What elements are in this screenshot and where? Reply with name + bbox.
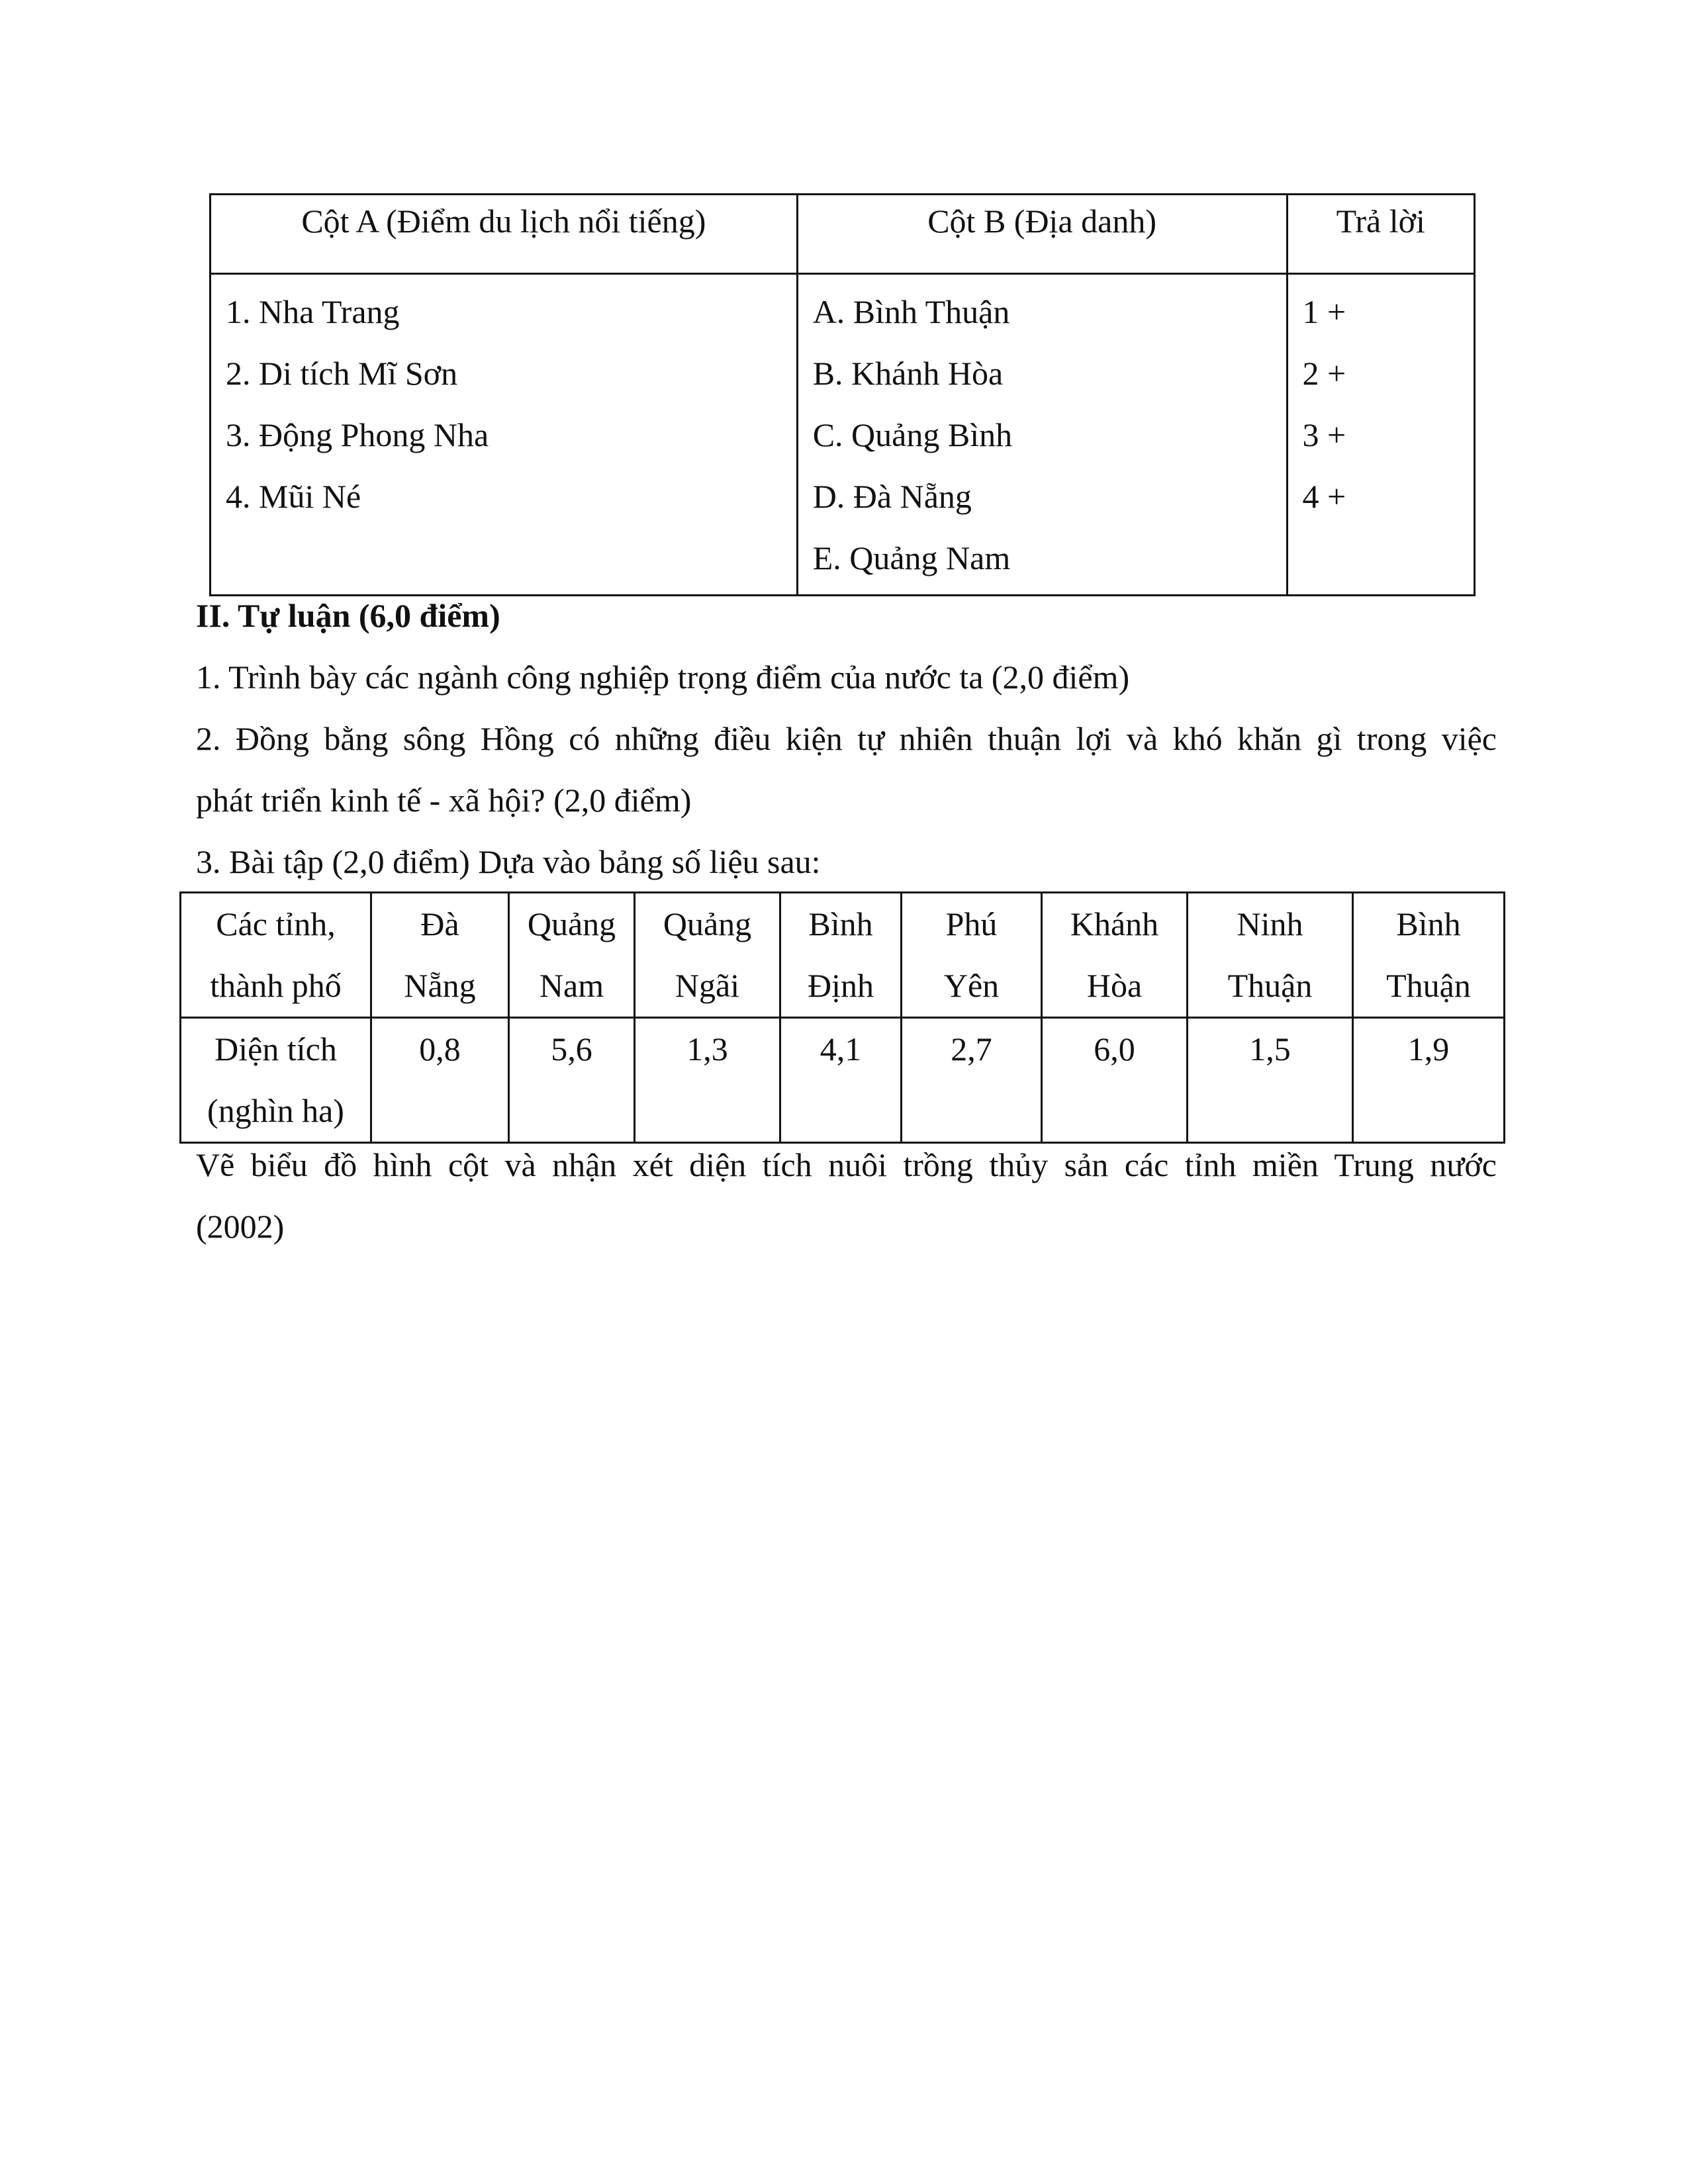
area-number: 1,9 [1407, 1030, 1450, 1068]
header-col-b: Cột B (Địa danh) [797, 195, 1287, 274]
province-cell [371, 893, 509, 1018]
province-name: Ngãi [675, 967, 740, 1004]
province-cell [1042, 893, 1188, 1018]
province-name: Thuận [1227, 967, 1313, 1004]
col-a-item: 4. Mũi Né [226, 478, 361, 515]
area-value [635, 1018, 780, 1143]
section-heading: II. Tự luận (6,0 điểm) [196, 597, 500, 634]
col-b-item: E. Quảng Nam [812, 539, 1011, 576]
answer-item: 4 + [1302, 478, 1346, 515]
col-b-item: A. Bình Thuận [812, 293, 1010, 330]
col-b-cell [797, 274, 1287, 596]
data-table-area-row [181, 1018, 1505, 1143]
instruction-line-1: Vẽ biểu đồ hình cột và nhận xét diện tích nuôi trồng thủy sản các tỉnh miền Trung nước [196, 1146, 1497, 1183]
province-cell [780, 893, 902, 1018]
area-number: 4,1 [820, 1030, 862, 1068]
chart-instruction [196, 1134, 1497, 1257]
row-header-area [181, 1018, 371, 1143]
answer-cell [1287, 274, 1474, 596]
province-name: Quảng [527, 905, 616, 942]
province-name: Khánh [1070, 905, 1159, 942]
question-2-line-2: phát triển kinh tế - xã hội? (2,0 điểm) [196, 782, 692, 819]
area-value [1353, 1018, 1505, 1143]
data-table-province-row [181, 893, 1505, 1018]
province-name: Định [808, 967, 874, 1004]
area-number: 5,6 [551, 1030, 592, 1068]
matching-table-header-row [211, 195, 1475, 274]
area-number: 1,3 [686, 1030, 728, 1068]
instruction-line-2: (2002) [196, 1208, 285, 1245]
area-number: 1,5 [1249, 1030, 1291, 1068]
province-name: Bình [1396, 905, 1461, 942]
province-name: Quảng [663, 905, 752, 942]
province-name: Thuận [1386, 967, 1471, 1004]
matching-table [209, 193, 1476, 596]
question-3: 3. Bài tập (2,0 điểm) Dựa vào bảng số liệu sau: [196, 843, 821, 880]
province-name: Phú [945, 905, 998, 942]
area-value [371, 1018, 509, 1143]
area-number: 2,7 [951, 1030, 992, 1068]
col-b-item: C. Quảng Bình [812, 416, 1013, 453]
col-a-item: 2. Di tích Mĩ Sơn [226, 355, 458, 392]
area-number: 0,8 [419, 1030, 461, 1068]
row-header-text: thành phố [210, 967, 342, 1004]
area-value [1042, 1018, 1188, 1143]
header-answer: Trả lời [1287, 195, 1474, 274]
row-header-text: Các tỉnh, [216, 905, 336, 942]
province-cell [902, 893, 1042, 1018]
answer-item: 3 + [1302, 416, 1346, 453]
area-value [509, 1018, 635, 1143]
question-1: 1. Trình bày các ngành công nghiệp trọng điểm của nước ta (2,0 điểm) [196, 659, 1130, 696]
header-col-a: Cột A (Điểm du lịch nổi tiếng) [211, 195, 798, 274]
area-value [1188, 1018, 1353, 1143]
col-a-cell [211, 274, 798, 596]
answer-item: 2 + [1302, 355, 1346, 392]
province-name: Nam [539, 967, 604, 1004]
province-cell [1353, 893, 1505, 1018]
area-value [902, 1018, 1042, 1143]
row-header-text: (nghìn ha) [207, 1092, 344, 1129]
province-name: Bình [808, 905, 873, 942]
province-name: Đà [420, 905, 459, 942]
matching-table-body-row [211, 274, 1475, 596]
answer-item: 1 + [1302, 293, 1346, 330]
province-name: Nẵng [404, 967, 476, 1004]
col-a-item: 3. Động Phong Nha [226, 416, 489, 453]
row-header-provinces [181, 893, 371, 1018]
province-name: Ninh [1237, 905, 1303, 942]
province-cell [509, 893, 635, 1018]
area-value [780, 1018, 902, 1143]
province-name: Yên [943, 967, 1000, 1004]
essay-section [196, 585, 1497, 893]
question-2-line-1: 2. Đồng bằng sông Hồng có những điều kiện tự nhiên thuận lợi và khó khăn gì trong việc [196, 720, 1497, 757]
data-table [179, 891, 1505, 1144]
col-a-item: 1. Nha Trang [226, 293, 400, 330]
col-b-item: D. Đà Nẵng [812, 478, 972, 515]
province-name: Hòa [1086, 967, 1143, 1004]
col-b-item: B. Khánh Hòa [812, 355, 1004, 392]
area-number: 6,0 [1094, 1030, 1135, 1068]
row-header-text: Diện tích [214, 1030, 337, 1068]
province-cell [1188, 893, 1353, 1018]
province-cell [635, 893, 780, 1018]
